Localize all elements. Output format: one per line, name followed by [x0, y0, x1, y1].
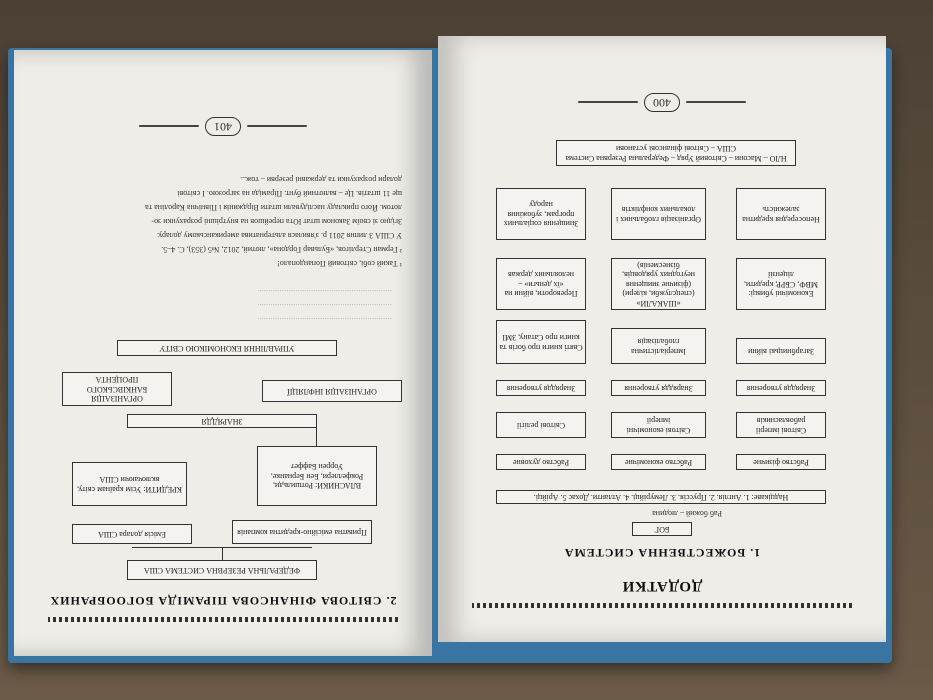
chart-caption: Раб божий – людина [652, 509, 722, 518]
chart-node-detail: Перевороти, війни на «їх деньги» – нелояльних держав [496, 258, 586, 310]
chart-node-tool: Знаряддя утворення [736, 380, 826, 396]
chart-node-god: БОГ [632, 522, 692, 536]
chart-node-inflation: ОРГАНІЗАЦІЯ ІНФЛЯЦІЇ [262, 380, 402, 402]
chart-node-means: Загарбницькі війни [736, 338, 826, 364]
page-number: 401 [205, 117, 241, 136]
chart-node-dollar-emission: Емісія долара США [72, 524, 192, 544]
decorative-rule [472, 603, 852, 608]
chart-node-nations: Надцікаве: 1. Англія. 2. Пруссія. 3. Лемурійці. 4. Атланти. Дохас 5. Арійці. [496, 490, 826, 504]
decorative-rule [48, 617, 398, 622]
open-book [0, 34, 933, 654]
chart-node-detail: «ШАКАЛИ» (спецслужби, кілери) (фізичне знищення неугодних урядовців, бізнесменів) [611, 258, 706, 310]
chart-node-bank-percent: ОРГАНІЗАЦІЯ БАНКІВСЬКОГО ПРОЦЕНТА [62, 372, 172, 406]
chart-node-world-economy: УПРАВЛІННЯ ЕКОНОМІКОЮ СВІТУ [117, 340, 337, 356]
page-number: 400 [644, 93, 680, 112]
chart-node-detail: Економічні убивці: МВФ, СБРР, кредити, ліцензії [736, 258, 826, 310]
page-number-ornament [139, 117, 307, 136]
chart-node-means: Імперіалістична глобалізація [611, 328, 706, 364]
footnote-line: Згідно зі своїм Законом штат Юта перейшов на внутрішні розрахунки зо- [151, 217, 402, 226]
chart-node-result: Непосередня кредитна залежність [736, 188, 826, 240]
chart-node-slavery: Рабство духовне [496, 454, 586, 470]
chart-node-empire: Світові імперії рабовласників [736, 412, 826, 438]
footnote-line: ² Герман Стерлігов, «Бульвар Гордона», лютий, 2012, №5 (353), С. 4–5. [161, 245, 402, 254]
chart-node-empire: Світові економічні імперії [611, 412, 706, 438]
chart-node-slavery: Рабство фізичне [736, 454, 826, 470]
chart-node-private-company: Приватна емісійно-кредитна компанія [232, 520, 372, 544]
footnote-line: долари розрахунки та державні резерви – тож... [240, 175, 402, 184]
footnote-line: У США 3 липня 2011 р. з'явилася альтернатива американському долару. [156, 231, 402, 240]
page-number-ornament [578, 93, 746, 112]
footnote-line: ¹ Такий собі, світовий Попандопало! [277, 259, 402, 268]
section-heading: 1. БОЖЕСТВЕННА СИСТЕМА [563, 546, 761, 560]
right-page [438, 36, 886, 642]
chart-node-fed: ФЕДЕРАЛЬНА РЕЗЕРВНА СИСТЕМА США [127, 560, 317, 580]
chart-node-weapon: ЗНАРЯДДЯ [127, 414, 317, 428]
chart-node-means: Святі книги про богів та книги про Сатану, ЗМІ [496, 320, 586, 364]
chart-node-owners: ВЛАСНИКИ: Ротшильди, Рокфеллери, Бен Бернанке, Уоррен Баффет [257, 446, 377, 506]
chart-node-empire: Світові релігії [496, 412, 586, 438]
chart-node-result: Знищення соціальних програм, зубожіння народу [496, 188, 586, 240]
chart-node-result: Організація глобальних і локальних конфліктів [611, 188, 706, 240]
chart-node-slavery: Рабство економічне [611, 454, 706, 470]
left-page: 2. СВІТОВА ФІНАНСОВА ПІРАМІДА БОГООБРАНИХ ФЕДЕРАЛЬНА РЕЗЕРВНА СИСТЕМА США Приватна емісійно-кредитна компанія Емісія долара США ВЛАСНИКИ: Ротшильди, Рокфеллери, Бен Бернанке, Уоррен Баффет КРЕДИТИ: Усім країнам світу, включаючи США ЗНАРЯДДЯ ОРГАНІЗАЦІЯ ІНФЛЯЦІЇ ОРГАНІЗАЦІЯ БАНКІВСЬКОГО ПРОЦЕНТА УПРАВЛІННЯ ЕКОНОМІКОЮ СВІТУ ............................................................ ............................................................ ............................................................ ¹ Такий собі, світовий Попандопало! ² Герман Стерлігов, «Бульвар Гордона», лютий, 2012, №5 (353), С. 4–5. У США 3 липня 2011 р. з'явилася альтернатива американському долару. Згідно зі своїм Законом штат Юта перейшов на внутрішні розрахунки зо- лотом. Його прикладу наслідували штати Вірджинія і Північна Кароліна та ще 11 штатів. Це – валютний бунт. Піраміда на загрозою. І світові долари розрахунки та державні резерви – тож... 401 [14, 50, 432, 656]
appendix-title: ДОДАТКИ [621, 578, 703, 594]
chart-node-credits: КРЕДИТИ: Усім країнам світу, включаючи США [72, 462, 187, 506]
chart-node-tool: Знаряддя утворення [611, 380, 706, 396]
footnote-line: ще 11 штатів. Це – валютний бунт. Піраміда на загрозою. І світові [177, 189, 402, 198]
footnote-line: лотом. Його прикладу наслідували штати Вірджинія і Північна Кароліна та [145, 203, 402, 212]
chart-node-tool: Знаряддя утворення [496, 380, 586, 396]
page-heading: 2. СВІТОВА ФІНАНСОВА ПІРАМІДА БОГООБРАНИХ [49, 594, 397, 608]
chart-node-secret-gov: НЛО – Масони – Світовий Уряд – Федеральна Резервна Система США – Світові фінансові установи [556, 140, 796, 166]
